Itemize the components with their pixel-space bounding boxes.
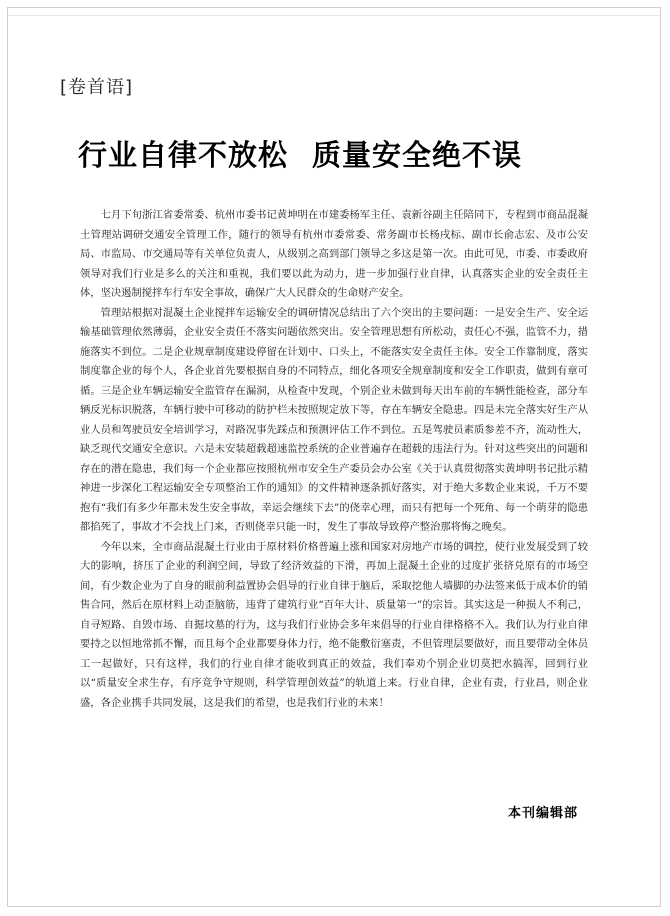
top-rule [8, 8, 660, 16]
title-part-1: 行业自律不放松 [78, 138, 289, 172]
title-part-2: 质量安全绝不误 [312, 138, 523, 172]
paragraph-1: 七月下旬浙江省委常委、杭州市委书记黄坤明在市建委杨军主任、袁新谷副主任陪同下，专程到市商品混凝土管理站调研交通安全管理工作，随行的领导有杭州市委常委、常务副市长杨戌标、副市长俞志宏、及市公安局、市监局、市交通局等有关单位负责人，从级别之高到部门领导之多这是第一次。由此可见，市委、市委政府领导对我们行业是多么的关注和重视，我们要以此为动力，进一步加强行业自律，认真落实企业的安全责任主体，坚决遏制搅拌车行车安全事故，确保广大人民群众的生命财产安全。 [80, 209, 588, 299]
paragraph-2: 管理站根据对混凝土企业搅拌车运输安全的调研情况总结出了六个突出的主要问题：一是安全生产、安全运输基础管理依然薄弱，企业安全责任不落实问题依然突出。安全管理思想有所松动，责任心不强，监管不力，措施落实不到位。二是企业规章制度建设停留在计划中、口头上，不能落实安全责任主体。安全工作靠制度，落实制度靠企业的每个人，各企业首先要根据自身的不同特点，细化各项安全规章制度和安全工作职责，做到有章可循。三是企业车辆运输安全监管存在漏洞，从检查中发现，个别企业未做到每天出车前的车辆性能检查，部分车辆反光标识脱落，车辆行驶中可移动的防护栏未按照规定放下等，存在车辆安全隐患。四是未完全落实好生产从业人员和驾驶员安全培训学习，对路况事先踩点和预测评估工作不到位。五是驾驶员素质参差不齐，流动性大，缺乏现代交通安全意识。六是未安装超载超速监控系统的企业普遍存在超载的违法行为。针对这些突出的问题和存在的潜在隐患，我们每一个企业都应按照杭州市安全生产委员会办公室《关于认真贯彻落实黄坤明书记批示精神进一步深化工程运输安全专项整治工作的通知》的文件精神逐条抓好落实，对于绝大多数企业来说，千万不要抱有“我们有多少年都未发生安全事故，幸运会继续下去”的侥幸心理，而只有把每一个死角、每一个萌芽的隐患都掐死了，事故才不会找上门来，否则侥幸只能一时，发生了事故导致停产整治那将悔之晚矣。 [80, 306, 588, 533]
article-body [80, 206, 588, 713]
page-title [78, 133, 618, 174]
paragraph-3: 今年以来，全市商品混凝土行业由于原材料价格普遍上涨和国家对房地产市场的调控，使行业发展受到了较大的影响，挤压了企业的利润空间，导致了经济效益的下滑，再加上混凝土企业的过度扩张挤兑原有的市场空间，有少数企业为了自身的眼前利益置协会倡导的行业自律于脑后，采取挖他人墙脚的办法签来低于成本价的销售合同，然后在原材料上动歪脑筋，违背了建筑行业“百年大计、质量第一”的宗旨。其实这是一种损人不利己，自寻短路、自毁市场、自掘坟墓的行为，这与我们行业协会多年来倡导的行业自律格格不入。我们认为行业自律要持之以恒地常抓不懈，而且每个企业都要身体力行，绝不能敷衍塞责，不但管理层要做好，而且要带动全体员工一起做好，只有这样，我们的行业自律才能收到真正的效益，我们奉劝个别企业切莫把水搞浑，回到行业以“质量安全求生存，有序竞争守规则，科学管理创效益”的轨道上来。行业自律，企业有责，行业昌，则企业盛，各企业携手共同发展，这是我们的希望，也是我们行业的未来！ [80, 540, 588, 709]
column-tag: [卷首语] [60, 77, 134, 98]
signature: 本刊编辑部 [507, 806, 578, 821]
